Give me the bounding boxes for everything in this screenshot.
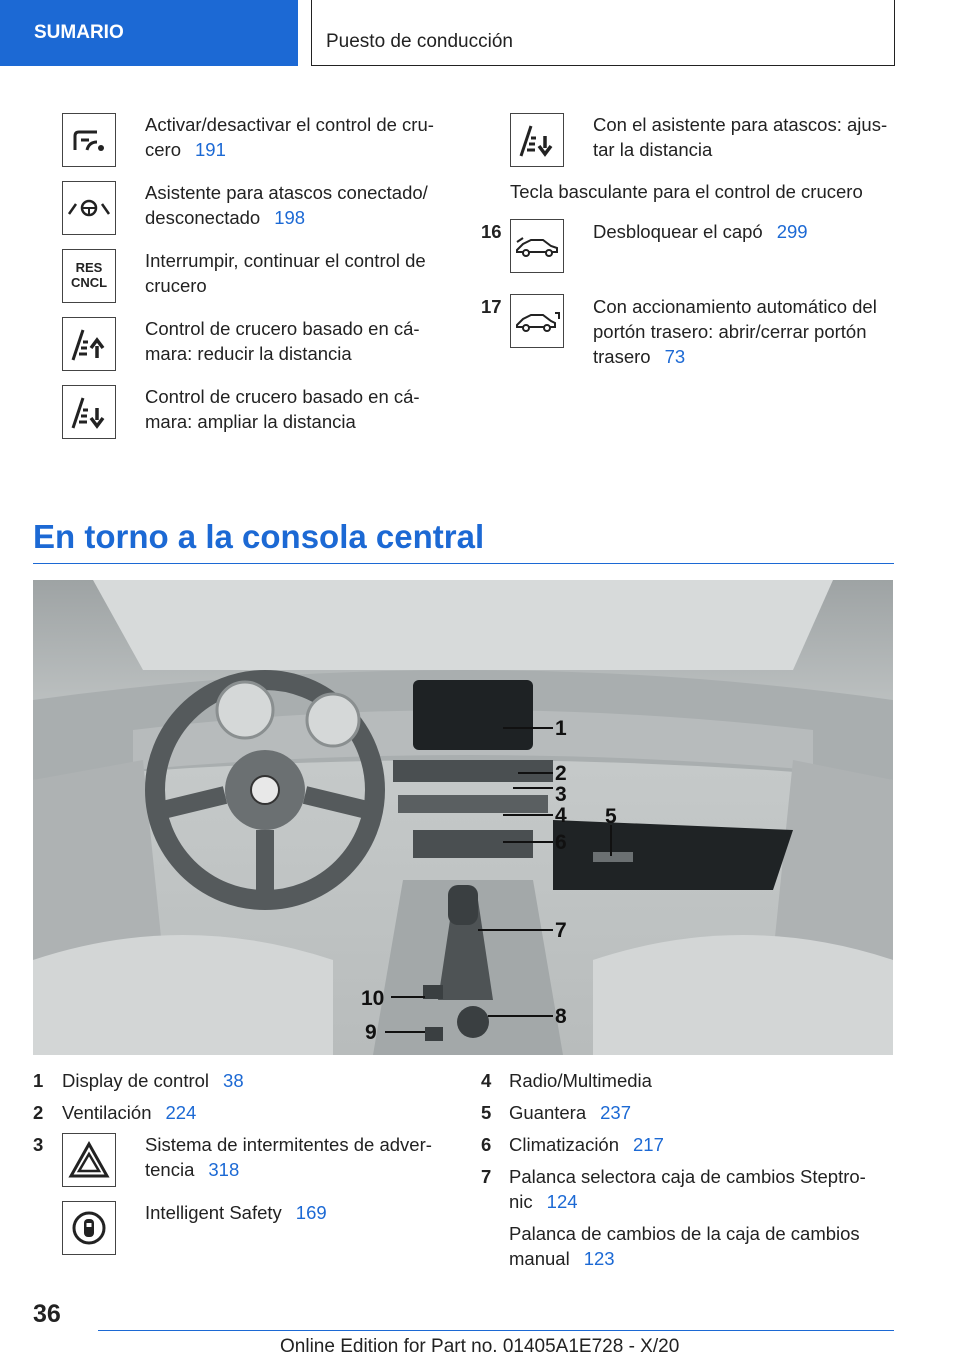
steering-assist-icon [62,181,116,235]
callout-6: 6 [555,831,567,854]
item-number: 4 [481,1070,492,1091]
legend-item: Radio/Multimedia [509,1070,652,1091]
legend-item: Intelligent Safety 169 [145,1202,327,1223]
page-ref-link[interactable]: 124 [546,1191,578,1212]
list-item: Interrumpir, continuar el control de crucero [145,250,426,296]
cruise-control-icon [62,113,116,167]
page-ref-link[interactable]: 318 [208,1159,240,1180]
footer-rule [98,1330,894,1331]
callout-10: 10 [361,987,385,1010]
callout-8: 8 [555,1005,567,1028]
rocker-switch-text: Tecla basculante para el control de crucero [510,181,863,202]
page-header [0,0,960,66]
page-ref-link[interactable]: 73 [664,346,686,367]
edition-footer: Online Edition for Part no. 01405A1E728 - X/20 [280,1336,680,1357]
heading-rule [33,563,894,564]
res-cncl-icon: RES CNCL [62,249,116,303]
item-number: 16 [481,221,502,242]
legend-item: Display de control 38 [62,1070,244,1091]
legend-item: Guantera 237 [509,1102,632,1123]
item-number: 1 [33,1070,44,1091]
legend-item: Climatización 217 [509,1134,664,1155]
legend-item: Ventilación 224 [62,1102,197,1123]
list-item: Activar/desactivar el control de cru- cero 191 [145,114,434,160]
callout-4: 4 [555,804,567,827]
item-number: 2 [33,1102,44,1123]
callout-2: 2 [555,762,567,785]
callout-9: 9 [365,1021,377,1044]
item-number: 6 [481,1134,492,1155]
sumario-tab[interactable]: SUMARIO [0,0,298,66]
legend-item: Palanca de cambios de la caja de cambios manual 123 [509,1223,860,1269]
callout-3: 3 [555,783,567,806]
list-item: Desbloquear el capó 299 [593,221,808,242]
item-number: 3 [33,1134,44,1155]
callout-7: 7 [555,919,567,942]
item-number: 5 [481,1102,492,1123]
page-ref-link[interactable]: 217 [633,1134,664,1155]
page-ref-link[interactable]: 237 [600,1102,632,1123]
page-ref-link[interactable]: 123 [583,1248,615,1269]
intelligent-safety-icon [62,1201,116,1255]
page-ref-link[interactable]: 191 [195,139,226,160]
section-heading: En torno a la consola central [33,518,485,555]
list-item: Control de crucero basado en cá- mara: ampliar la distancia [145,386,420,432]
page-number: 36 [33,1300,61,1328]
callout-1: 1 [555,717,567,740]
hood-release-icon [510,219,564,273]
page-ref-link[interactable]: 224 [165,1102,197,1123]
item-number: 7 [481,1166,492,1187]
page-ref-link[interactable]: 38 [223,1070,244,1091]
list-item: Control de crucero basado en cá- mara: reducir la distancia [145,318,420,364]
legend-item: Sistema de intermitentes de adver- tencia 318 [145,1134,432,1180]
distance-adjust-icon [510,113,564,167]
hazard-warning-icon [62,1133,116,1187]
page-ref-link[interactable]: 299 [776,221,808,242]
callout-5: 5 [605,805,617,828]
list-item: Asistente para atascos conectado/ desconectado 198 [145,182,428,228]
item-number: 17 [481,296,502,317]
interior-photo [33,580,893,1055]
list-item: Con el asistente para atascos: ajus- tar la distancia [593,114,888,160]
legend-item: Palanca selectora caja de cambios Steptro- nic 124 [509,1166,866,1212]
page-ref-link[interactable]: 169 [295,1202,327,1223]
tailgate-icon [510,294,564,348]
list-item: Con accionamiento automático del portón trasero: abrir/cerrar portón trasero 73 [593,296,877,367]
distance-increase-icon [62,385,116,439]
distance-decrease-icon [62,317,116,371]
section-title: Puesto de conducción [311,0,895,66]
page-ref-link[interactable]: 198 [274,207,306,228]
